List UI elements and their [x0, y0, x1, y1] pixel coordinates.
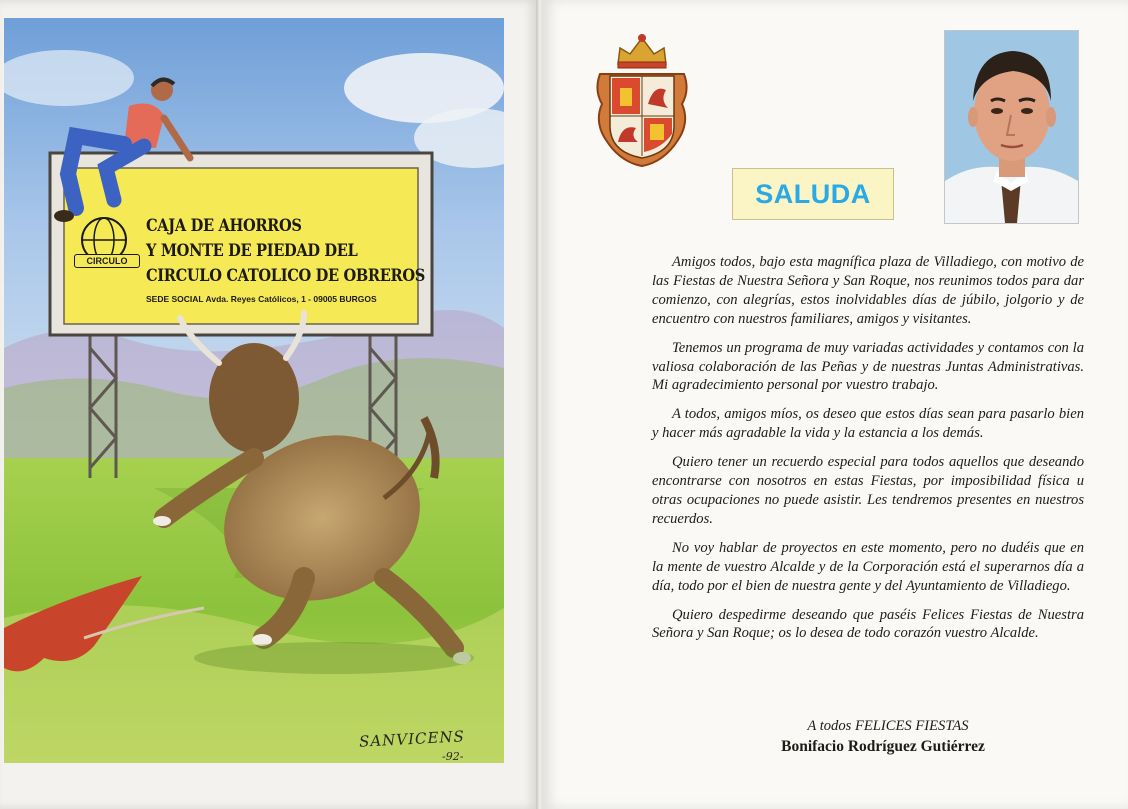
illustration-drawing	[4, 18, 504, 763]
billboard-line-2: Y MONTE DE PIEDAD DEL	[146, 241, 358, 261]
letter-paragraph-5: No voy hablar de proyectos en este momento, pero no dudéis que en la mente de vuestro Alcalde y de la Corporación está el superarnos día a día, todo por el bien de nuestra gente y del Ayuntamiento de Villadiego.	[652, 539, 1084, 594]
signatory-name: Bonifacio Rodríguez Gutiérrez	[781, 738, 985, 755]
circulo-logo-label: CIRCULO	[74, 254, 140, 268]
letter-paragraph-1: Amigos todos, bajo esta magnífica plaza de Villadiego, con motivo de las Fiestas de Nuestra Señora y San Roque, nos reunimos todos para dar comienzo, con alegrías, estos inolvidables días de júbilo, jolgorio y de encuentro con nuestros familiares, amigos y visitantes.	[652, 254, 1084, 327]
coat-of-arms-icon	[590, 30, 694, 170]
watercolor-illustration	[4, 18, 504, 763]
letter-paragraph-4: Quiero tener un recuerdo especial para todos aquellos que deseando encontrarse con nosotros en estas Fiestas, por imposibilidad física u otras ocupaciones no puede asistir. Les tendremos presentes en nuestros recuerdos.	[652, 454, 1084, 527]
saluda-title-box	[732, 168, 894, 220]
artist-signature: SANVICENS	[358, 727, 466, 751]
mayor-portrait	[944, 30, 1079, 224]
letter-paragraph-6: Quiero despedirme deseando que paséis Felices Fiestas de Nuestra Señora y San Roque; os lo desea de todo corazón vuestro Alcalde.	[652, 606, 1084, 642]
saluda-title: SALUDA	[755, 178, 871, 209]
billboard-line-1: CAJA DE AHORROS	[146, 216, 302, 236]
billboard-text	[146, 214, 425, 304]
letter-paragraph-3: A todos, amigos míos, os deseo que estos días sean para pasarlo bien y hacer más agradable la vida y la estancia a los demás.	[652, 406, 1084, 442]
billboard-line-3: CIRCULO CATOLICO DE OBREROS	[146, 266, 425, 286]
left-page	[0, 0, 538, 809]
artist-signature-year: -92-	[442, 750, 464, 763]
letter-body	[652, 253, 1084, 653]
letter-paragraph-2: Tenemos un programa de muy variadas actividades y contamos con la valiosa colaboración de las Peñas y de nuestras Juntas Administrativas. Mi agradecimiento personal por vuestro trabajo.	[652, 339, 1084, 394]
billboard-address: SEDE SOCIAL Avda. Reyes Católicos, 1 - 09005 BURGOS	[146, 294, 377, 304]
closing-greeting: A todos FELICES FIESTAS	[807, 718, 969, 734]
letter-closing	[652, 718, 1084, 756]
